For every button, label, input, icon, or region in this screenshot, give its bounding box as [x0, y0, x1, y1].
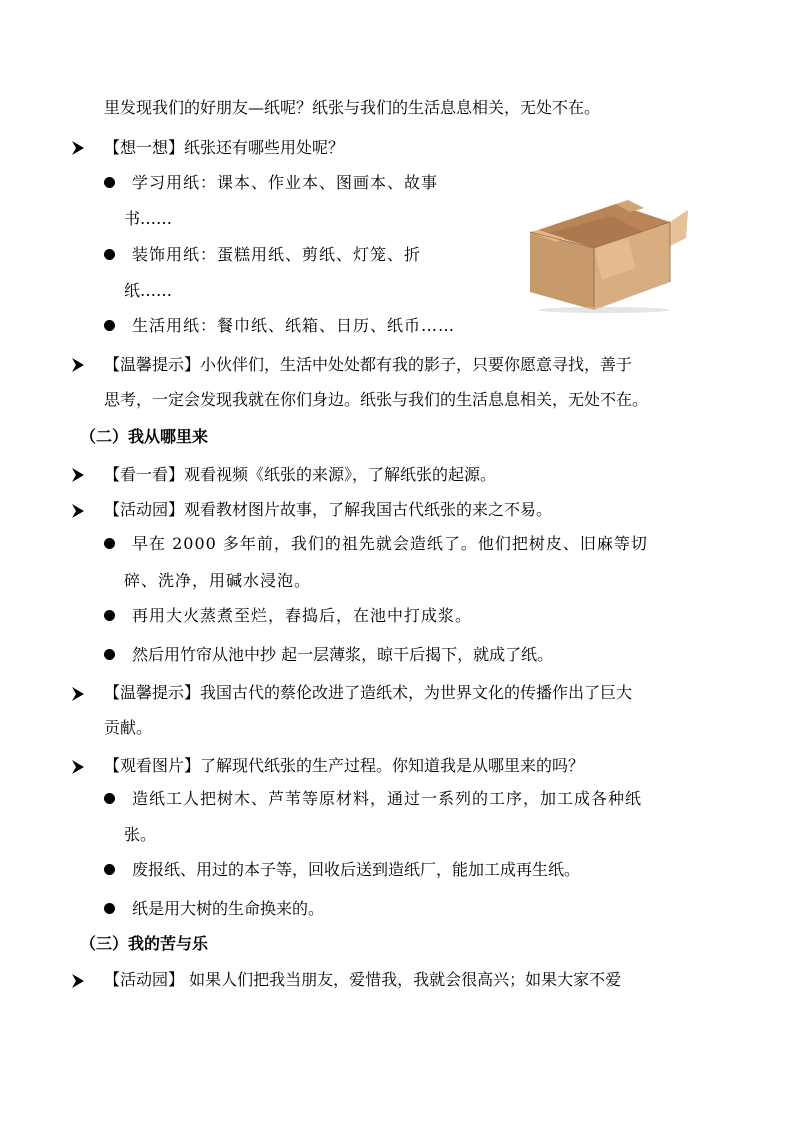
paragraph-line: 【温馨提示】我国古代的蔡伦改进了造纸术，为世界文化的传播作出了巨大: [104, 683, 633, 702]
round-bullet: [104, 903, 115, 914]
paragraph-line: 【看一看】观看视频《纸张的来源》，了解纸张的起源。: [104, 465, 497, 484]
list-item: 废报纸、用过的本子等，回收后送到造纸厂，能加工成再生纸。: [132, 860, 581, 879]
cardboard-box-icon: [524, 198, 690, 314]
list-item: 造纸工人把树木、芦苇等原材料，通过一系列的工序，加工成各种纸: [132, 789, 643, 808]
paragraph-line: 【温馨提示】小伙伴们，生活中处处都有我的影子，只要你愿意寻找，善于: [104, 355, 633, 374]
paragraph-line: 【活动园】 如果人们把我当朋友，爱惜我，我就会很高兴；如果大家不爱: [104, 970, 622, 989]
list-item: 再用大火蒸煮至烂，舂捣后，在池中打成浆。: [132, 606, 473, 625]
list-item: 装饰用纸：蛋糕用纸、剪纸、灯笼、折: [132, 245, 422, 264]
paragraph-line: 【活动园】观看教材图片故事，了解我国古代纸张的来之不易。: [104, 500, 553, 519]
arrow-bullet-icon: [72, 468, 84, 482]
list-item: 早在 2000 多年前，我们的祖先就会造纸了。他们把树皮、旧麻等切: [132, 534, 648, 553]
round-bullet: [104, 538, 115, 549]
arrow-bullet-icon: [72, 141, 84, 155]
list-item-continuation: 书……: [124, 209, 173, 228]
section-heading: （三）我的苦与乐: [80, 934, 209, 953]
round-bullet: [104, 249, 115, 260]
paragraph-line: 贡献。: [104, 718, 153, 737]
round-bullet: [104, 649, 115, 660]
section-heading: （二）我从哪里来: [80, 427, 209, 446]
round-bullet: [104, 864, 115, 875]
paragraph-line: 【想一想】纸张还有哪些用处呢？: [104, 138, 345, 157]
arrow-bullet-icon: [72, 687, 84, 701]
paragraph-line: 思考，一定会发现我就在你们身边。纸张与我们的生活息息相关，无处不在。: [104, 390, 649, 409]
list-item: 纸是用大树的生命换来的。: [132, 899, 325, 918]
paragraph-line: 【观看图片】了解现代纸张的生产过程。你知道我是从哪里来的吗？: [104, 756, 585, 775]
arrow-bullet-icon: [72, 760, 84, 774]
round-bullet: [104, 320, 115, 331]
arrow-bullet-icon: [72, 504, 84, 518]
list-item: 生活用纸：餐巾纸、纸箱、日历、纸币……: [132, 316, 456, 335]
arrow-bullet-icon: [72, 358, 84, 372]
list-item-continuation: 碎、洗净，用碱水浸泡。: [124, 571, 312, 590]
list-item: 学习用纸：课本、作业本、图画本、故事: [132, 173, 439, 192]
round-bullet: [104, 793, 115, 804]
paragraph-line: 里发现我们的好朋友—纸呢？纸张与我们的生活息息相关，无处不在。: [104, 98, 601, 117]
list-item-continuation: 纸……: [124, 281, 173, 300]
list-item: 然后用竹帘从池中抄 起一层薄浆，晾干后揭下，就成了纸。: [132, 645, 554, 664]
list-item-continuation: 张。: [124, 825, 157, 844]
round-bullet: [104, 177, 115, 188]
arrow-bullet-icon: [72, 974, 84, 988]
round-bullet: [104, 610, 115, 621]
